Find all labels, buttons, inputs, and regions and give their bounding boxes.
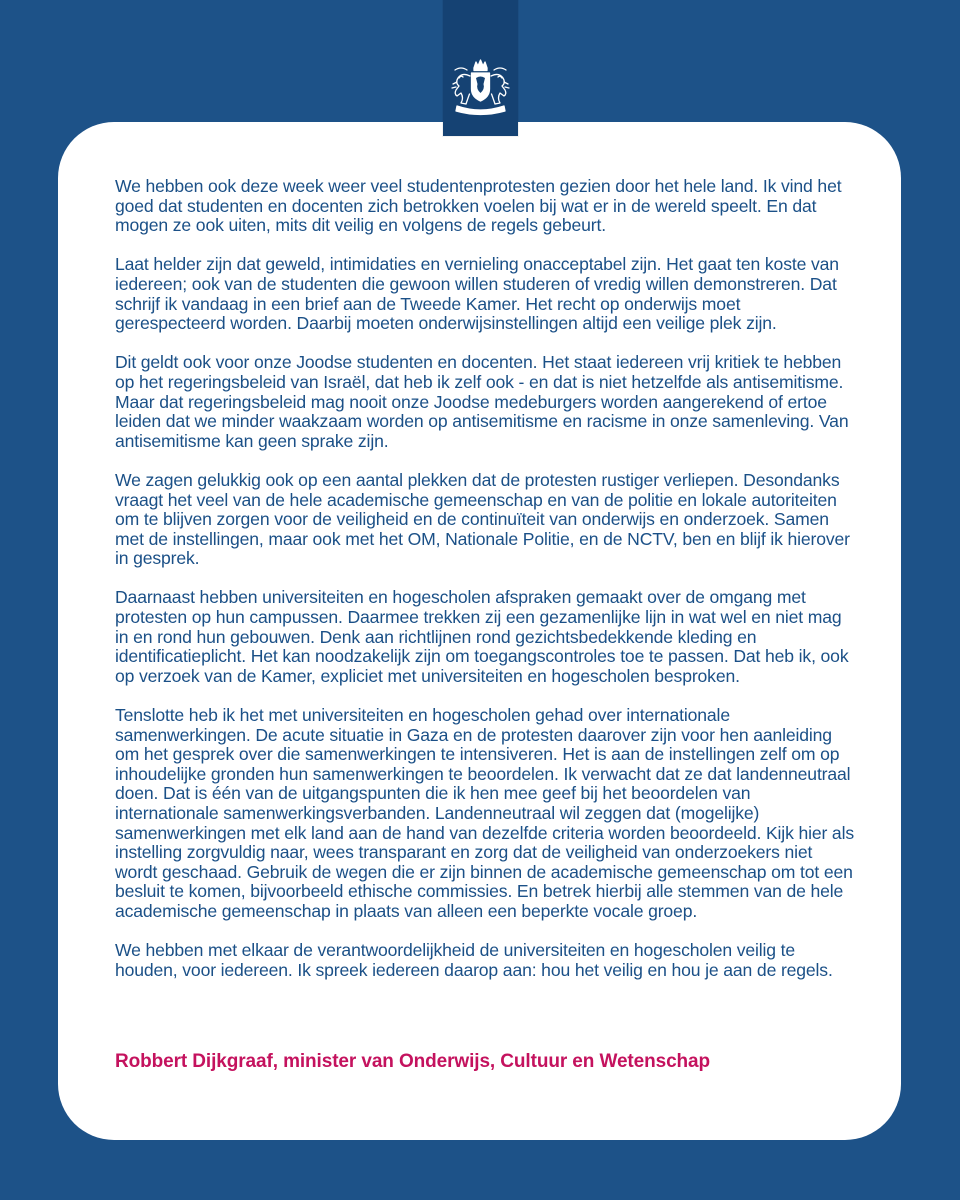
paragraph: Dit geldt ook voor onze Joodse studenten en docenten. Het staat iedereen vrij kritiek te hebben op het regeringsbeleid van Israël, dat heb ik zelf ook - en dat is niet hetzelfde als antisemitisme. Maar dat regeringsbeleid mag nooit onze Joodse medeburgers worden aangerekend of ertoe leiden dat we minder waakzaam worden op antisemitisme en racisme in onze samenleving. Van antisemitisme kan geen sprake zijn. [115, 352, 849, 451]
paragraph: We zagen gelukkig ook op een aantal plekken dat de protesten rustiger verliepen. Desondanks vraagt het veel van de hele academische gemeenschap en van de politie en lokale autoriteiten om te blijven zorgen voor de veiligheid en de continuïteit van onderwijs en onderzoek. Samen met de instellingen, maar ook met het OM, Nationale Politie, en de NCTV, ben en blijf ik hierover in gesprek. [115, 469, 850, 569]
paragraph: We hebben met elkaar de verantwoordelijkheid de universiteiten en hogescholen veilig te houden, voor iedereen. Ik spreek iedereen daarop aan: hou het veilig en hou je aan de regels. [115, 940, 833, 980]
statement-card [58, 122, 901, 1140]
government-logo-tab [443, 0, 518, 136]
paragraph: We hebben ook deze week weer veel studentenprotesten gezien door het hele land. Ik vind het goed dat studenten en docenten zich betrokken voelen bij wat er in de wereld speelt. En dat mogen ze ook uiten, mits dit veilig en volgens de regels gebeurt. [115, 176, 842, 236]
dutch-royal-coat-of-arms-icon [447, 58, 514, 118]
statement-body [115, 177, 855, 1000]
paragraph: Daarnaast hebben universiteiten en hogescholen afspraken gemaakt over de omgang met protesten op hun campussen. Daarmee trekken zij een gezamenlijke lijn in wat wel en niet mag in en rond hun gebouwen. Denk aan richtlijnen rond gezichtsbedekkende kleding en identificatieplicht. Het kan noodzakelijk zijn om toegangscontroles toe te passen. Dat heb ik, ook op verzoek van de Kamer, expliciet met universiteiten en hogescholen besproken. [115, 587, 849, 686]
paragraph: Laat helder zijn dat geweld, intimidaties en vernieling onacceptabel zijn. Het gaat ten koste van iedereen; ook van de studenten die gewoon willen studeren of vredig willen demonstreren. Dat schrijf ik vandaag in een brief aan de Tweede Kamer. Het recht op onderwijs moet gerespecteerd worden. Daarbij moeten onderwijsinstellingen altijd een veilige plek zijn. [115, 254, 839, 334]
paragraph: Tenslotte heb ik het met universiteiten en hogescholen gehad over internationale samenwerkingen. De acute situatie in Gaza en de protesten daarover zijn voor hen aanleiding om het gesprek over die samenwerkingen te intensiveren. Het is aan de instellingen zelf om op inhoudelijke gronden hun samenwerkingen te beoordelen. Ik verwacht dat ze dat landenneutraal doen. Dat is één van de uitgangspunten die ik hen mee geef bij het beoordelen van internationale samenwerkingsverbanden. Landenneutraal wil zeggen dat (mogelijke) samenwerkingen met elk land aan de hand van dezelfde criteria worden beoordeeld. Kijk hier als instelling zorgvuldig naar, wees transparant en zorg dat de veiligheid van onderzoekers niet wordt geschaad. Gebruik de wegen die er zijn binnen de academische gemeenschap om tot een besluit te komen, bijvoorbeeld ethische commissies. En betrek hierbij alle stemmen van de hele academische gemeenschap in plaats van alleen een beperkte vocale groep. [115, 705, 854, 921]
signature: Robbert Dijkgraaf, minister van Onderwijs, Cultuur en Wetenschap [115, 1051, 711, 1072]
